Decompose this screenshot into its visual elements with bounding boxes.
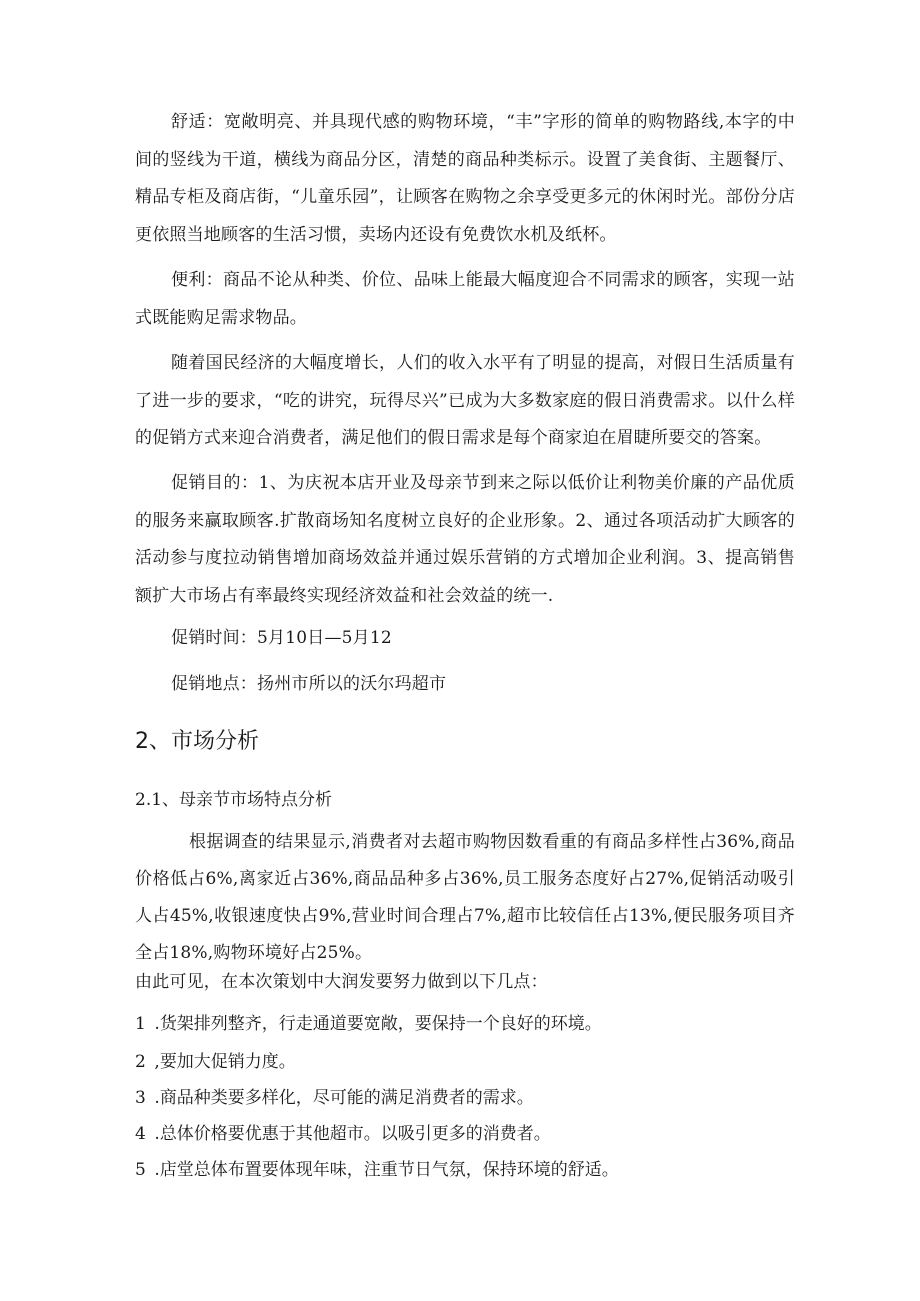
list-item — [135, 1085, 795, 1111]
paragraph-convenience: 便利：商品不论从种类、价位、品味上能最大幅度迎合不同需求的顾客，实现一站式既能购足需求物品。 — [135, 270, 795, 328]
paragraph-promo-place: 促销地点：扬州市所以的沃尔玛超市 — [171, 674, 447, 694]
list-separator: . — [149, 1088, 160, 1108]
list-separator: . — [149, 1124, 160, 1144]
list-separator: . — [149, 1160, 160, 1180]
list-item — [135, 1049, 795, 1075]
list-item — [135, 1121, 795, 1147]
list-number: 3 — [135, 1088, 146, 1108]
list-text: 店堂总体布置要体现年味，注重节日气氛，保持环境的舒适。 — [159, 1160, 619, 1180]
list-separator: , — [149, 1052, 160, 1072]
list-separator: . — [149, 1014, 160, 1034]
list-number: 1 — [135, 1014, 146, 1034]
list-number: 5 — [135, 1160, 146, 1180]
list-text: 要加大促销力度。 — [159, 1052, 296, 1072]
list-number: 4 — [135, 1124, 146, 1144]
paragraph-conclusion: 由此可见，在本次策划中大润发要努力做到以下几点： — [135, 972, 548, 992]
paragraph-background: 随着国民经济的大幅度增长，人们的收入水平有了明显的提高，对假日生活质量有了进一步的要求，“吃的讲究，玩得尽兴”已成为大多数家庭的假日消费需求。以什么样的促销方式来迎合消费者，满足他们的假日需求是每个商家迫在眉睫所要交的答案。 — [135, 353, 795, 448]
list-number: 2 — [135, 1052, 146, 1072]
section-heading-market-analysis: 2、市场分析 — [135, 729, 259, 754]
paragraph-promo-time: 促销时间：5月10日—5月12 — [171, 628, 392, 648]
list-text: 货架排列整齐，行走通道要宽敞，要保持一个良好的环境。 — [159, 1014, 602, 1034]
list-item — [135, 1157, 795, 1183]
list-item — [135, 1011, 795, 1037]
paragraph-purpose: 促销目的：1、为庆祝本店开业及母亲节到来之际以低价让利物美价廉的产品优质的服务来赢取顾客.扩散商场知名度树立良好的企业形象。2、通过各项活动扩大顾客的活动参与度拉动销售增加商场效益并通过娱乐营销的方式增加企业利润。3、提高销售额扩大市场占有率最终实现经济效益和社会效益的统一. — [135, 473, 795, 606]
paragraph-comfort: 舒适：宽敞明亮、并具现代感的购物环境，“丰”字形的简单的购物路线,本字的中间的竖线为干道，横线为商品分区，清楚的商品种类标示。设置了美食街、主题餐厅、精品专柜及商店街，“儿童乐园”，让顾客在购物之余享受更多元的休闲时光。部份分店更依照当地顾客的生活习惯，卖场内还设有免费饮水机及纸杯。 — [135, 112, 795, 245]
paragraph-survey: 根据调查的结果显示,消费者对去超市购物因数看重的有商品多样性占36%,商品价格低占6%,离家近占36%,商品品种多占36%,员工服务态度好占27%,促销活动吸引人占45%,收银速度快占9%,营业时间合理占7%,超市比较信任占13%,便民服务项目齐全占18%,购物环境好占25%。 — [135, 832, 795, 963]
list-text: 商品种类要多样化，尽可能的满足消费者的需求。 — [159, 1088, 534, 1108]
subsection-heading: 2.1、母亲节市场特点分析 — [135, 790, 333, 810]
list-text: 总体价格要优惠于其他超市。以吸引更多的消费者。 — [159, 1124, 551, 1144]
